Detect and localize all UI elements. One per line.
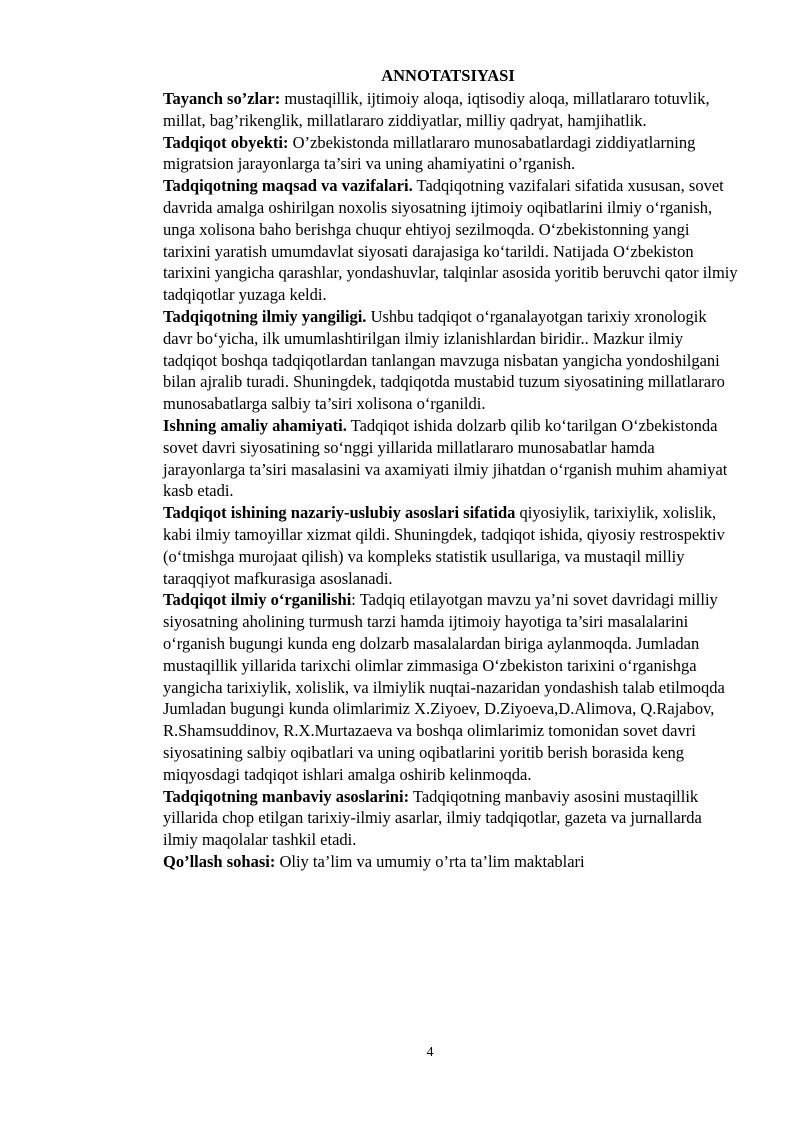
paragraph-text: O’zbekistonda millatlararo munosabatlardagi ziddiyatlarning migratsion jarayonlarga ta’siri va uning ahamiyatini o’rganish. [163,132,696,174]
paragraph-text: mustaqillik, ijtimoiy aloqa, iqtisodiy aloqa, millatlararo totuvlik, millat, bag’rikenglik, millatlararo ziddiyatlar, milliy qadryat, hamjihatlik. [163,89,710,130]
methodology-paragraph [163,502,738,589]
goals-paragraph [163,175,738,306]
keywords-paragraph [163,88,738,132]
paragraph-label: Ishning amaliy ahamiyati. [163,415,347,435]
application-paragraph [163,851,738,873]
paragraph-label: Tadqiqot obyekti: [163,132,289,152]
practical-value-paragraph [163,415,738,502]
study-level-paragraph [163,589,738,785]
sources-paragraph [163,786,738,851]
paragraph-text: qiyosiylik, tarixiylik, xolislik, kabi ilmiy tamoyillar xizmat qildi. Shuningdek, tadqiqot ishida, qiyosiy restrospektiv (o‘tmishga murojaat qilish) va kompleks statistik usullariga, va mustaqil milliy taraqqiyot mafkurasiga asoslanadi. [163,503,725,588]
annotation-title: ANNOTATSIYASI [381,66,515,85]
research-object-paragraph [163,132,738,176]
annotation-body [163,88,738,873]
paragraph-text: Tadqiqotning manbaviy asosini mustaqillik yillarida chop etilgan tarixiy-ilmiy asarlar, ilmiy tadqiqotlar, gazeta va jurnallarda ilmiy maqolalar tashkil etadi. [163,786,702,850]
paragraph-label: Tadqiqotning manbaviy asoslarini: [163,786,410,806]
paragraph-label: Tadqiqot ishining nazariy-uslubiy asoslari sifatida [163,503,516,523]
paragraph-label: Tadqiqotning maqsad va vazifalari. [163,176,413,196]
paragraph-label: Tadqiqot ilmiy o‘rganilishi [163,590,352,610]
paragraph-label: Tayanch so’zlar: [163,89,281,108]
paragraph-label: Tadqiqotning ilmiy yangiligi. [163,306,367,326]
paragraph-text: : Tadqiq etilayotgan mavzu ya’ni sovet davridagi milliy siyosatning aholining turmush tarzi hamda ijtimoiy hayotiga ta’siri masalalarini o‘rganish bugungi kunda eng dolzarb masalalardan biriga aylanmoqda. Jumladan mustaqillik yillarida tarixchi olimlar zimmasiga O‘zbekiston tarixini o‘rganishga yangicha tarixiylik, xolislik, va ilmiylik nuqtai-nazaridan yondashish talab etilmoqda Jumladan bugungi kunda olimlarimiz X.Ziyoev, D.Ziyoeva,D.Alimova, Q.Rajabov, R.Shamsuddinov, R.X.Murtazaeva va boshqa olimlarimiz tomonidan sovet davri siyosatining salbiy oqibatlari va uning oqibatlarini yoritib berish borasida keng miqyosdagi tadqiqot ishlari amalga oshirib kelinmoqda. [163,590,725,784]
paragraph-text: Tadqiqot ishida dolzarb qilib ko‘tarilgan O‘zbekistonda sovet davri siyosatining so‘nggi yillarida millatlararo munosabatlar hamda jarayonlarga ta’siri masalasini va axamiyati ilmiy jihatdan o‘rganish muhim ahamiyat kasb etadi. [163,415,728,501]
paragraph-text: Ushbu tadqiqot o‘rganalayotgan tarixiy xronologik davr bo‘yicha, ilk umumlashtirilgan ilmiy izlanishlardan biridir.. Mazkur ilmiy tadqiqot boshqa tadqiqotlardan tanlangan mavzuga nisbatan yangicha yondoshilgani bilan ajralib turadi. Shuningdek, tadqiqotda mustabid tuzum siyosatining millatlararo munosabatlarga salbiy ta’siri xolisona o‘rganildi. [163,306,725,414]
novelty-paragraph [163,306,738,415]
paragraph-text: Tadqiqotning vazifalari sifatida xususan, sovet davrida amalga oshirilgan noxolis siyosatning ijtimoiy oqibatlarini ilmiy o‘rganish, unga xolisona baho berishga chuqur ehtiyoj sezilmoqda. O‘zbekistonning yangi tarixini yaratish umumdavlat siyosati darajasiga ko‘tarildi. Natijada O‘zbekiston tarixini yangicha qarashlar, yondashuvlar, talqinlar asosida yoritib beruvchi qator ilmiy tadqiqotlar yuzaga keldi. [163,176,738,305]
paragraph-label: Qo’llash sohasi: [163,851,276,871]
paragraph-text: Oliy ta’lim va umumiy o’rta ta’lim maktablari [275,851,585,871]
page-number: 4 [426,1045,434,1060]
